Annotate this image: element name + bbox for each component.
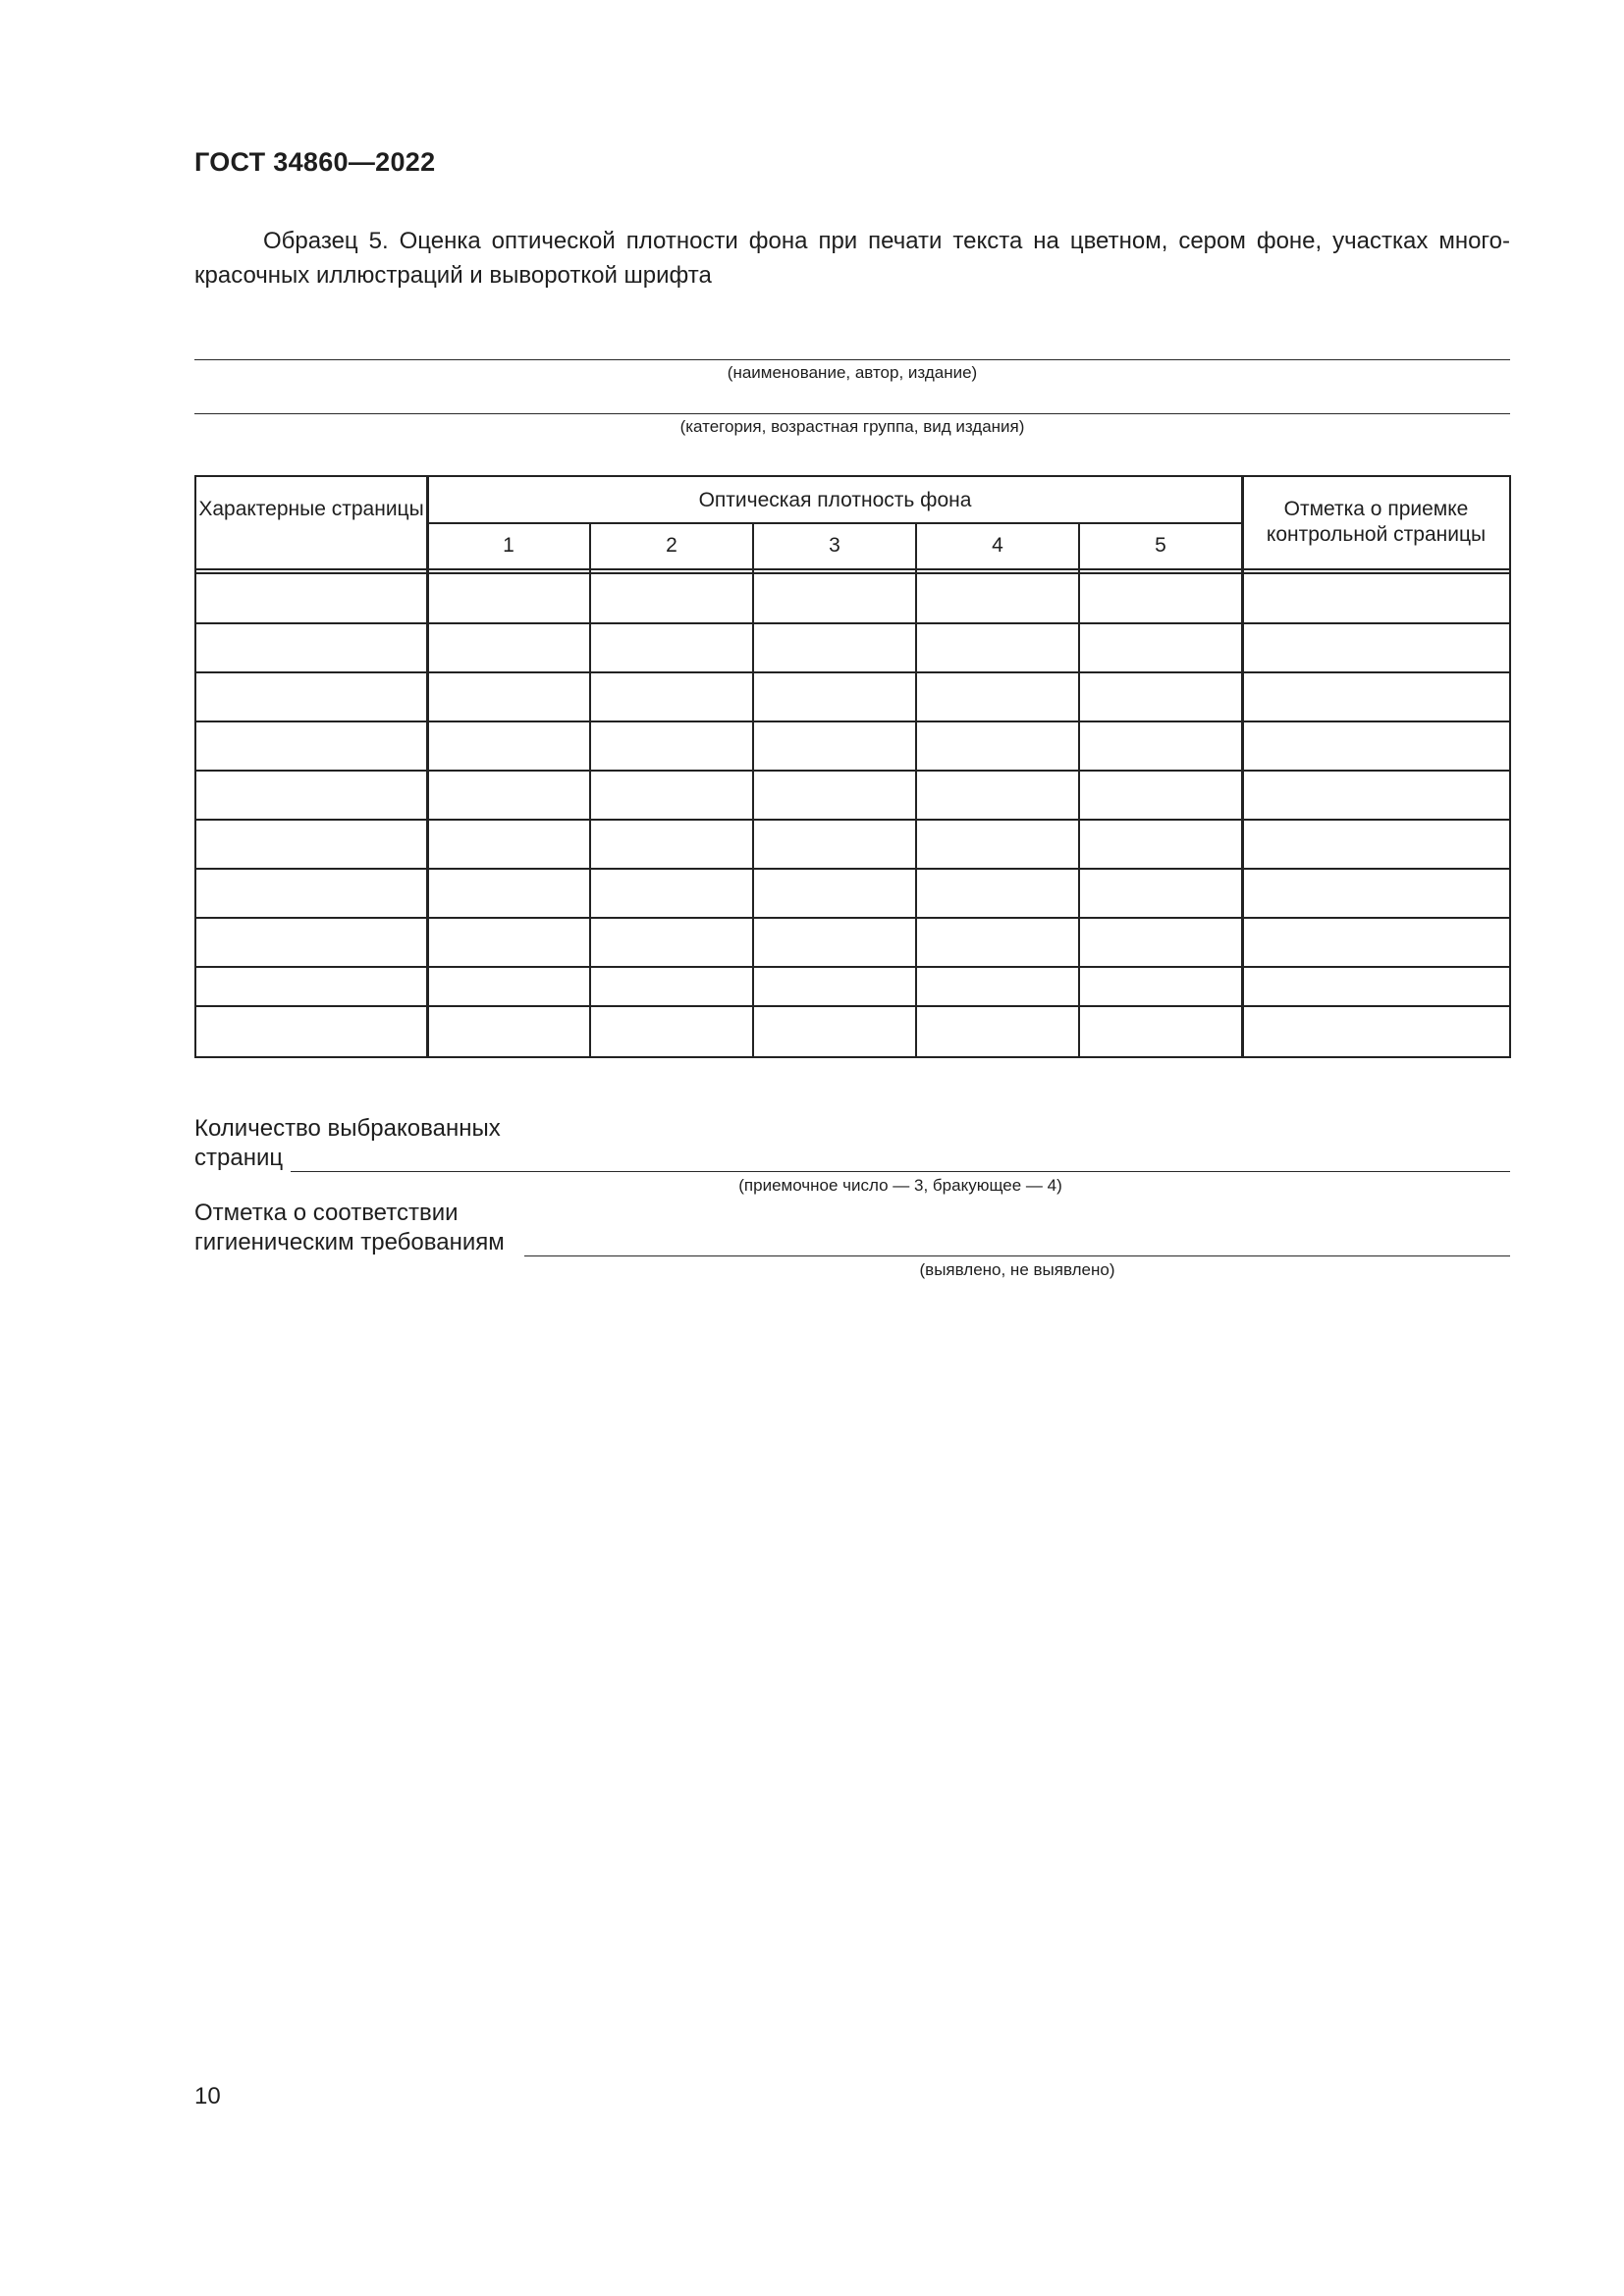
density-col-1: 1 [503, 534, 514, 557]
table-row [196, 917, 1509, 919]
table-row [196, 721, 1509, 722]
rejected-caption: (приемочное число — 3, бракующее — 4) [738, 1176, 1062, 1195]
table-row [196, 868, 1509, 870]
density-col-4: 4 [992, 534, 1003, 557]
density-col-5: 5 [1155, 534, 1166, 557]
col-header-density: Оптическая плотность фона [698, 489, 972, 511]
table-row [196, 770, 1509, 772]
density-table [194, 475, 1511, 1058]
table-row [196, 622, 1509, 624]
sample-title: Образец 5. Оценка оптической плотности фона при печати текста на цветном, сером фоне, участках много-красочных иллюстраций и вывороткой шрифта [194, 228, 1510, 289]
table-row [196, 1005, 1509, 1007]
compliance-label-line2: гигиеническим требованиям [194, 1229, 505, 1255]
col-header-pages: Характерные страницы [198, 498, 424, 520]
document-header: ГОСТ 34860—2022 [194, 147, 436, 177]
density-col-3: 3 [829, 534, 840, 557]
col-header-mark: Отметка о приемке контрольной страницы [1266, 498, 1487, 546]
table-row [196, 966, 1509, 968]
table-row [196, 819, 1509, 821]
name-caption: (наименование, автор, издание) [727, 363, 978, 382]
table-row [196, 671, 1509, 673]
category-fill-line[interactable] [194, 413, 1510, 414]
name-fill-line[interactable] [194, 359, 1510, 360]
page-number: 10 [194, 2083, 221, 2109]
category-caption: (категория, возрастная группа, вид издания) [679, 417, 1025, 436]
compliance-fill-line[interactable] [524, 1255, 1510, 1256]
compliance-caption: (выявлено, не выявлено) [919, 1260, 1115, 1279]
rejected-label-line2: страниц [194, 1145, 284, 1171]
rejected-fill-line[interactable] [291, 1171, 1510, 1172]
rejected-label-line1: Количество выбракованных [194, 1115, 501, 1142]
density-col-2: 2 [666, 534, 677, 557]
compliance-label-line1: Отметка о соответствии [194, 1200, 459, 1226]
